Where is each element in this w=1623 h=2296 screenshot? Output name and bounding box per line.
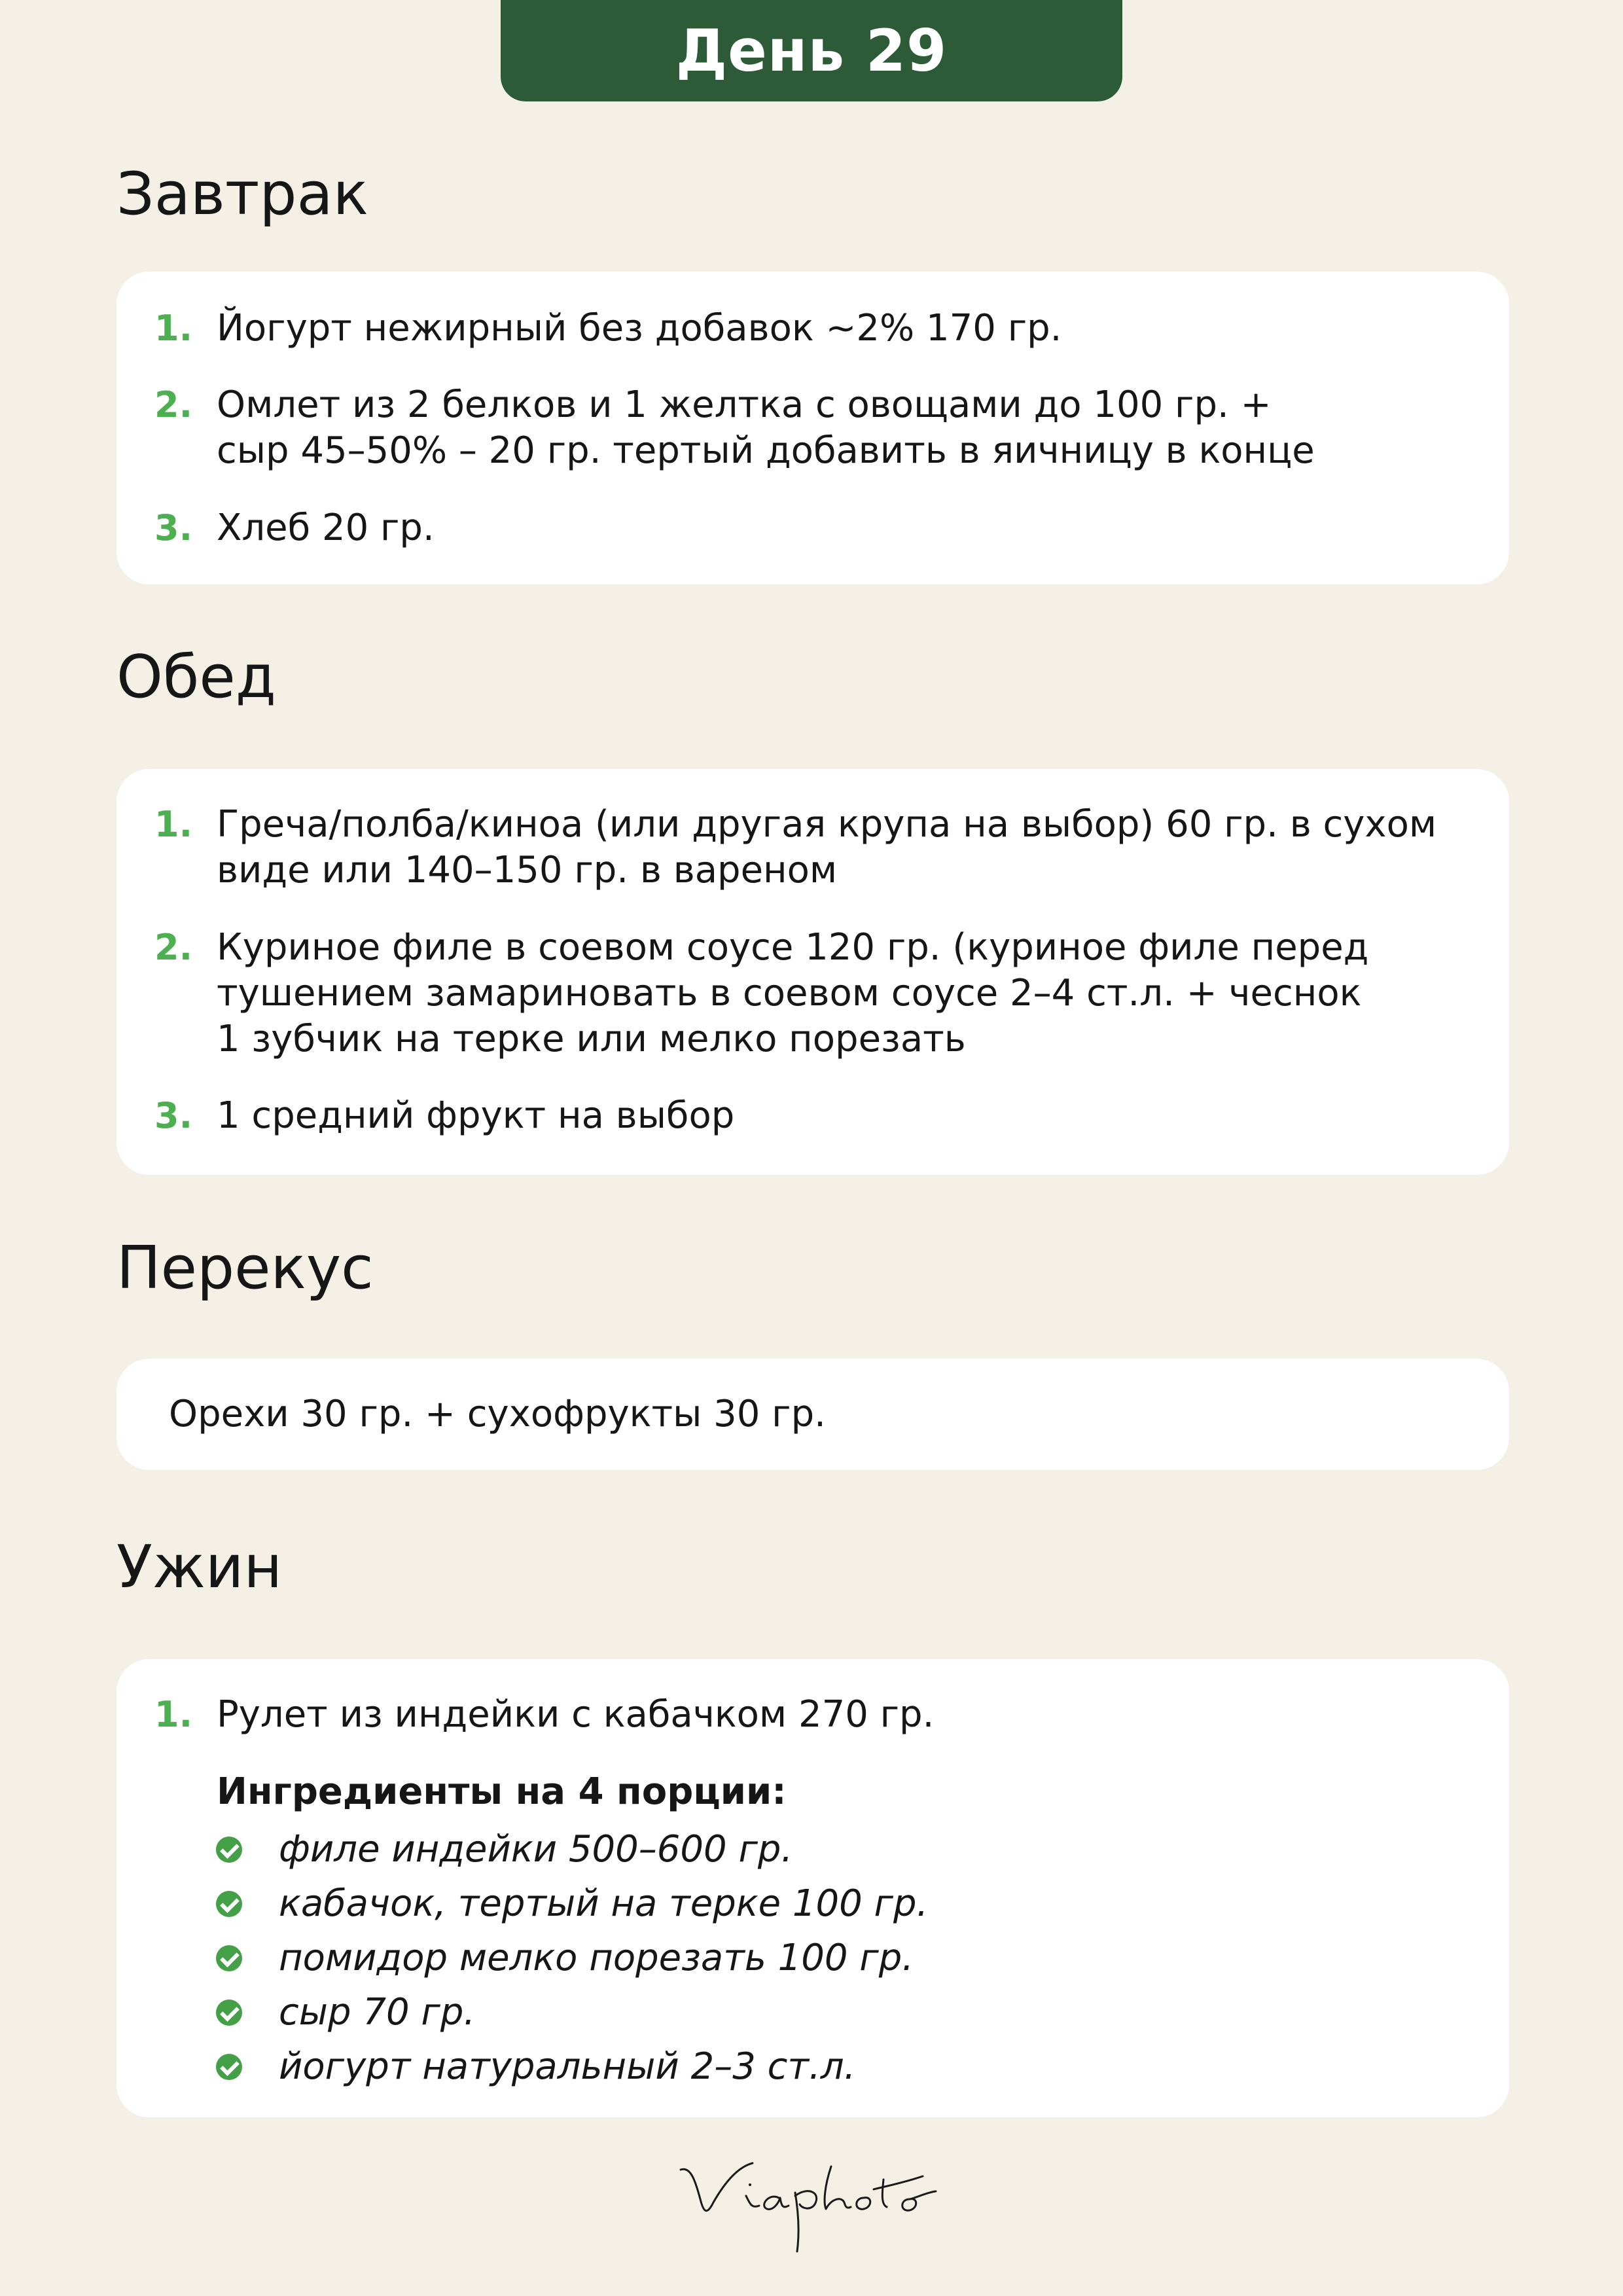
item-number: 2. bbox=[154, 384, 193, 425]
check-icon bbox=[216, 2000, 242, 2026]
item-text: 1 средний фрукт на выбор bbox=[217, 1094, 735, 1137]
ingredient-item: филе индейки 500–600 гр. bbox=[279, 1828, 793, 1871]
check-icon bbox=[216, 1837, 242, 1863]
dinner-card bbox=[116, 1659, 1509, 2117]
ingredient-item: помидор мелко порезать 100 гр. bbox=[279, 1937, 914, 1979]
item-number: 1. bbox=[154, 804, 193, 845]
item-number: 2. bbox=[154, 927, 193, 968]
breakfast-card bbox=[116, 272, 1509, 584]
lunch-title: Обед bbox=[116, 643, 276, 711]
ingredient-item: йогурт натуральный 2–3 ст.л. bbox=[279, 2045, 856, 2088]
item-text: Рулет из индейки с кабачком 270 гр. bbox=[217, 1693, 935, 1736]
item-text: Йогурт нежирный без добавок ~2% 170 гр. bbox=[217, 307, 1062, 350]
item-number: 1. bbox=[154, 308, 193, 349]
ingredient-item: сыр 70 гр. bbox=[279, 1991, 476, 2034]
snack-title: Перекус bbox=[116, 1234, 374, 1302]
dinner-title: Ужин bbox=[116, 1533, 283, 1602]
check-icon bbox=[216, 2054, 242, 2080]
check-icon bbox=[216, 1945, 242, 1971]
snack-text: Орехи 30 гр. + сухофрукты 30 гр. bbox=[169, 1393, 826, 1435]
item-text: Куриное филе в соевом соусе 120 гр. (куриное филе перед тушением замариновать в соевом соусе 2–4 ст.л. + чеснок 1 зубчик на терке или мелко порезать bbox=[217, 926, 1369, 1060]
ingredients-title: Ингредиенты на 4 порции: bbox=[217, 1770, 787, 1813]
item-text: Греча/полба/киноа (или другая крупа на выбор) 60 гр. в сухом виде или 140–150 гр. в вареном bbox=[217, 803, 1437, 891]
snack-card bbox=[116, 1359, 1509, 1470]
lunch-card bbox=[116, 769, 1509, 1175]
item-number: 1. bbox=[154, 1694, 193, 1735]
check-icon bbox=[216, 1891, 242, 1917]
item-number: 3. bbox=[154, 507, 193, 548]
ingredient-item: кабачок, тертый на терке 100 гр. bbox=[279, 1882, 929, 1925]
day-title: День 29 bbox=[675, 17, 948, 84]
day-title-badge bbox=[501, 0, 1122, 101]
item-text: Хлеб 20 гр. bbox=[217, 507, 435, 549]
item-text: Омлет из 2 белков и 1 желтка с овощами до 100 гр. + сыр 45–50% – 20 гр. тертый добавить в яичницу в конце bbox=[217, 384, 1315, 472]
breakfast-title: Завтрак bbox=[116, 160, 368, 228]
item-number: 3. bbox=[154, 1095, 193, 1136]
signature-logo bbox=[654, 2140, 969, 2258]
